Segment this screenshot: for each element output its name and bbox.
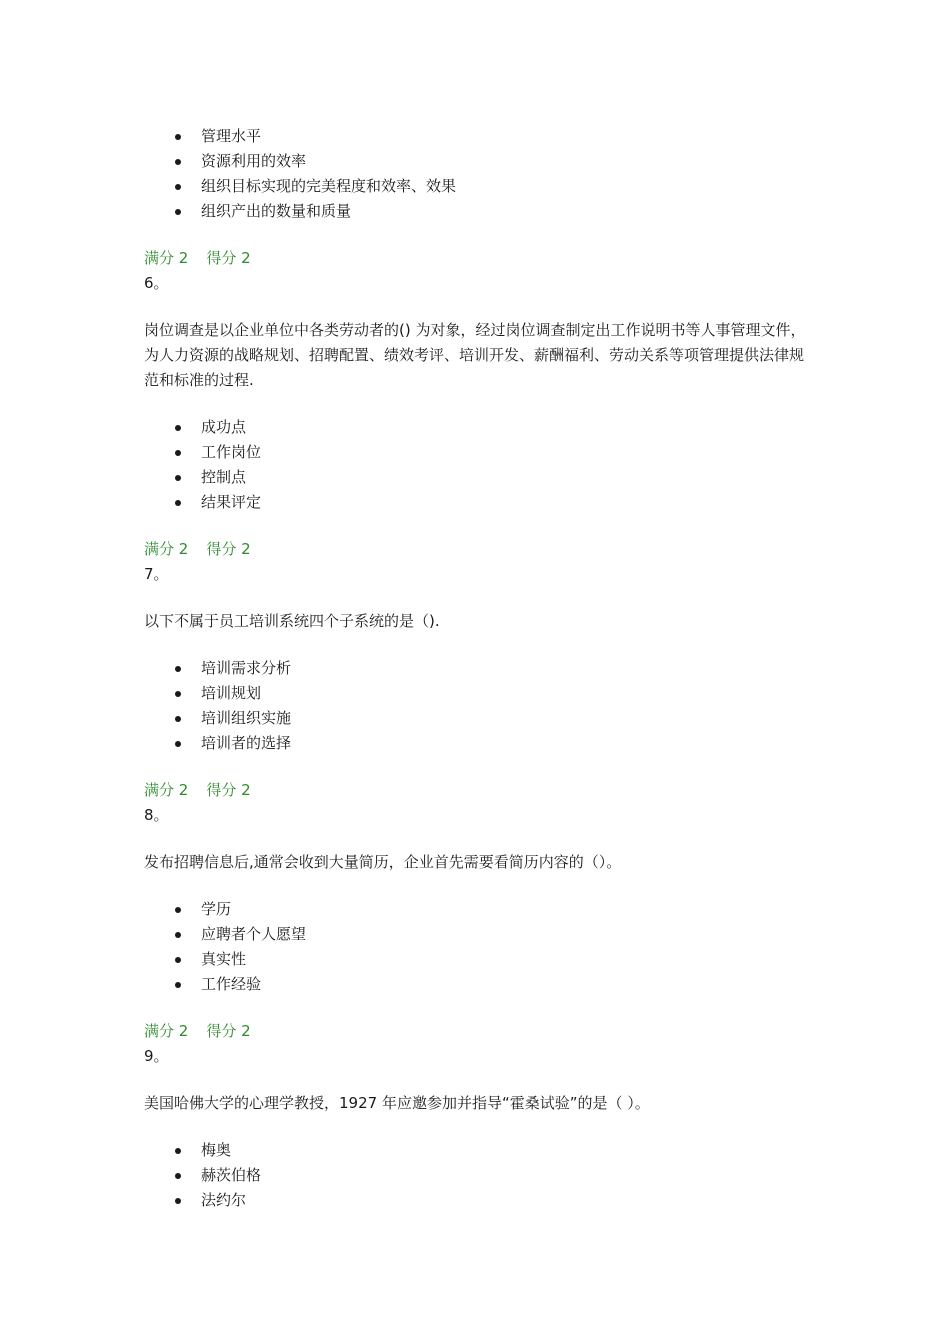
option-list: [144, 897, 814, 997]
score-line: [144, 537, 814, 562]
bullet-icon: [173, 656, 183, 681]
option-text: 真实性: [201, 950, 247, 968]
bullet-icon: [173, 174, 183, 199]
option-item: [144, 1163, 814, 1188]
question-number: 9。: [144, 1047, 169, 1065]
option-item: [144, 1138, 814, 1163]
option-item: [144, 149, 814, 174]
option-item: [144, 124, 814, 149]
bullet-icon: [173, 1163, 183, 1188]
full-score: 满分 2: [144, 781, 189, 799]
option-list: [144, 415, 814, 515]
quiz-content: [144, 124, 814, 1213]
bullet-icon: [173, 199, 183, 224]
question-text: 美国哈佛大学的心理学教授，1927 年应邀参加并指导“霍桑试验”的是（ ）。: [144, 1094, 650, 1112]
bullet-icon: [173, 947, 183, 972]
option-item: [144, 731, 814, 756]
option-text: 学历: [201, 900, 232, 918]
option-item: [144, 174, 814, 199]
option-item: [144, 972, 814, 997]
option-text: 资源利用的效率: [201, 152, 307, 170]
option-text: 赫茨伯格: [201, 1166, 262, 1184]
bullet-icon: [173, 897, 183, 922]
option-item: [144, 199, 814, 224]
score-line: [144, 246, 814, 271]
option-item: [144, 656, 814, 681]
earned-score: 得分 2: [206, 540, 251, 558]
option-item: [144, 1188, 814, 1213]
option-text: 管理水平: [201, 127, 262, 145]
bullet-icon: [173, 972, 183, 997]
option-item: [144, 415, 814, 440]
option-text: 培训规划: [201, 684, 262, 702]
option-item: [144, 706, 814, 731]
option-text: 梅奥: [201, 1141, 232, 1159]
bullet-icon: [173, 465, 183, 490]
option-text: 组织目标实现的完美程度和效率、效果: [201, 177, 457, 195]
question-number: 7。: [144, 565, 169, 583]
option-text: 应聘者个人愿望: [201, 925, 307, 943]
option-item: [144, 465, 814, 490]
bullet-icon: [173, 922, 183, 947]
option-item: [144, 897, 814, 922]
bullet-icon: [173, 440, 183, 465]
option-item: [144, 440, 814, 465]
option-text: 培训者的选择: [201, 734, 292, 752]
option-text: 工作经验: [201, 975, 262, 993]
earned-score: 得分 2: [206, 1022, 251, 1040]
option-text: 组织产出的数量和质量: [201, 202, 352, 220]
full-score: 满分 2: [144, 540, 189, 558]
question-text: 以下不属于员工培训系统四个子系统的是（).: [144, 612, 440, 630]
bullet-icon: [173, 1138, 183, 1163]
option-text: 工作岗位: [201, 443, 262, 461]
bullet-icon: [173, 490, 183, 515]
question-number: 6。: [144, 274, 169, 292]
bullet-icon: [173, 681, 183, 706]
earned-score: 得分 2: [206, 781, 251, 799]
option-list: [144, 124, 814, 224]
question-text: 发布招聘信息后,通常会收到大量简历，企业首先需要看简历内容的（）。: [144, 853, 622, 871]
option-list: [144, 656, 814, 756]
full-score: 满分 2: [144, 1022, 189, 1040]
question-number: 8。: [144, 806, 169, 824]
option-text: 法约尔: [201, 1191, 247, 1209]
bullet-icon: [173, 731, 183, 756]
option-item: [144, 922, 814, 947]
option-text: 培训需求分析: [201, 659, 292, 677]
bullet-icon: [173, 415, 183, 440]
option-item: [144, 681, 814, 706]
option-text: 培训组织实施: [201, 709, 292, 727]
option-text: 控制点: [201, 468, 247, 486]
bullet-icon: [173, 706, 183, 731]
full-score: 满分 2: [144, 249, 189, 267]
score-line: [144, 1019, 814, 1044]
option-item: [144, 947, 814, 972]
option-text: 结果评定: [201, 493, 262, 511]
option-text: 成功点: [201, 418, 247, 436]
bullet-icon: [173, 1188, 183, 1213]
option-list: [144, 1138, 814, 1213]
score-line: [144, 778, 814, 803]
question-text: 岗位调查是以企业单位中各类劳动者的() 为对象，经过岗位调查制定出工作说明书等人事管理文件，为人力资源的战略规划、招聘配置、绩效考评、培训开发、薪酬福利、劳动关系等项管理提供法律规范和标准的过程.: [144, 321, 806, 389]
option-item: [144, 490, 814, 515]
bullet-icon: [173, 124, 183, 149]
bullet-icon: [173, 149, 183, 174]
earned-score: 得分 2: [206, 249, 251, 267]
